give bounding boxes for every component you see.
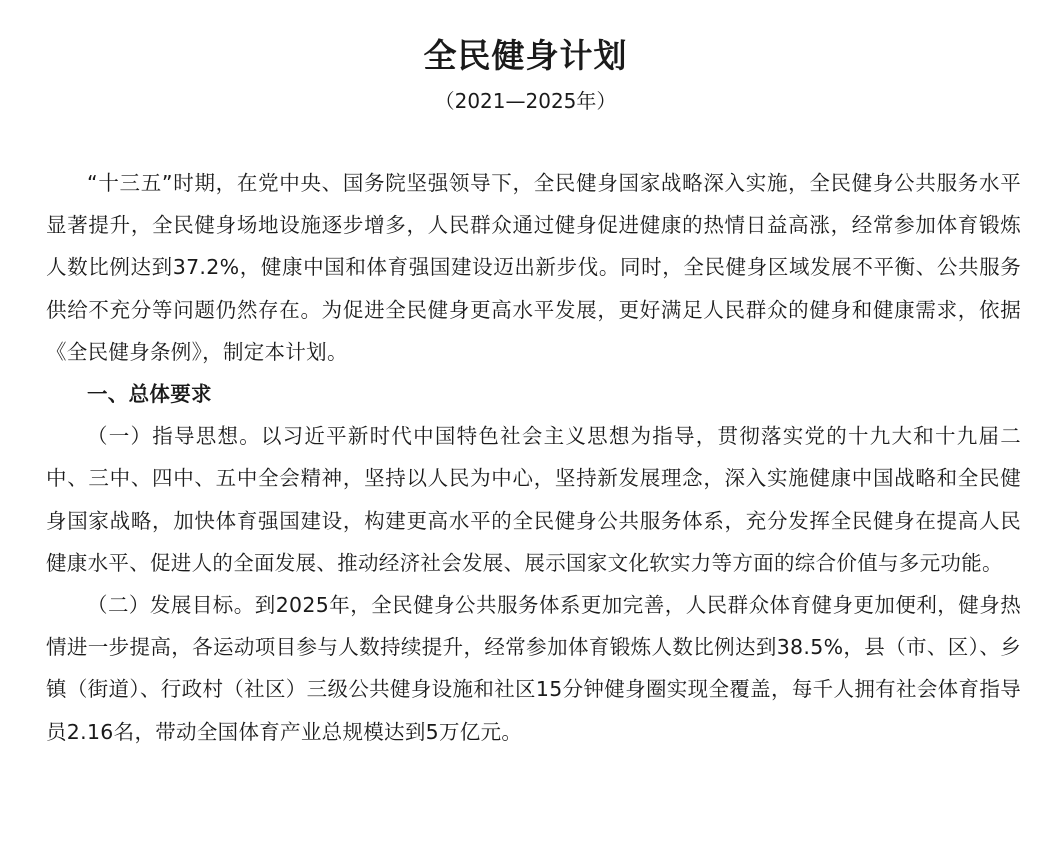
document-body xyxy=(46,162,1021,753)
document-subtitle: （2021—2025年） xyxy=(434,89,617,113)
intro-paragraph: “十三五”时期，在党中央、国务院坚强领导下，全民健身国家战略深入实施，全民健身公共服务水平显著提升，全民健身场地设施逐步增多，人民群众通过健身促进健康的热情日益高涨，经常参加体育锻炼人数比例达到37.2%，健康中国和体育强国建设迈出新步伐。同时，全民健身区域发展不平衡、公共服务供给不充分等问题仍然存在。为促进全民健身更高水平发展，更好满足人民群众的健身和健康需求，依据《全民健身条例》，制定本计划。 xyxy=(46,171,1021,364)
document-title: 全民健身计划 xyxy=(423,36,628,75)
development-goals-paragraph: （二）发展目标。到2025年，全民健身公共服务体系更加完善，人民群众体育健身更加便利，健身热情进一步提高，各运动项目参与人数持续提升，经常参加体育锻炼人数比例达到38.5%，县（市、区）、乡镇（街道）、行政村（社区）三级公共健身设施和社区15分钟健身圈实现全覆盖，每千人拥有社会体育指导员2.16名，带动全国体育产业总规模达到5万亿元。 xyxy=(46,593,1021,744)
guiding-thought-paragraph: （一）指导思想。以习近平新时代中国特色社会主义思想为指导，贯彻落实党的十九大和十九届二中、三中、四中、五中全会精神，坚持以人民为中心，坚持新发展理念，深入实施健康中国战略和全民健身国家战略，加快体育强国建设，构建更高水平的全民健身公共服务体系，充分发挥全民健身在提高人民健康水平、促进人的全面发展、推动经济社会发展、展示国家文化软实力等方面的综合价值与多元功能。 xyxy=(46,424,1021,575)
section-heading: 一、总体要求 xyxy=(87,382,212,407)
